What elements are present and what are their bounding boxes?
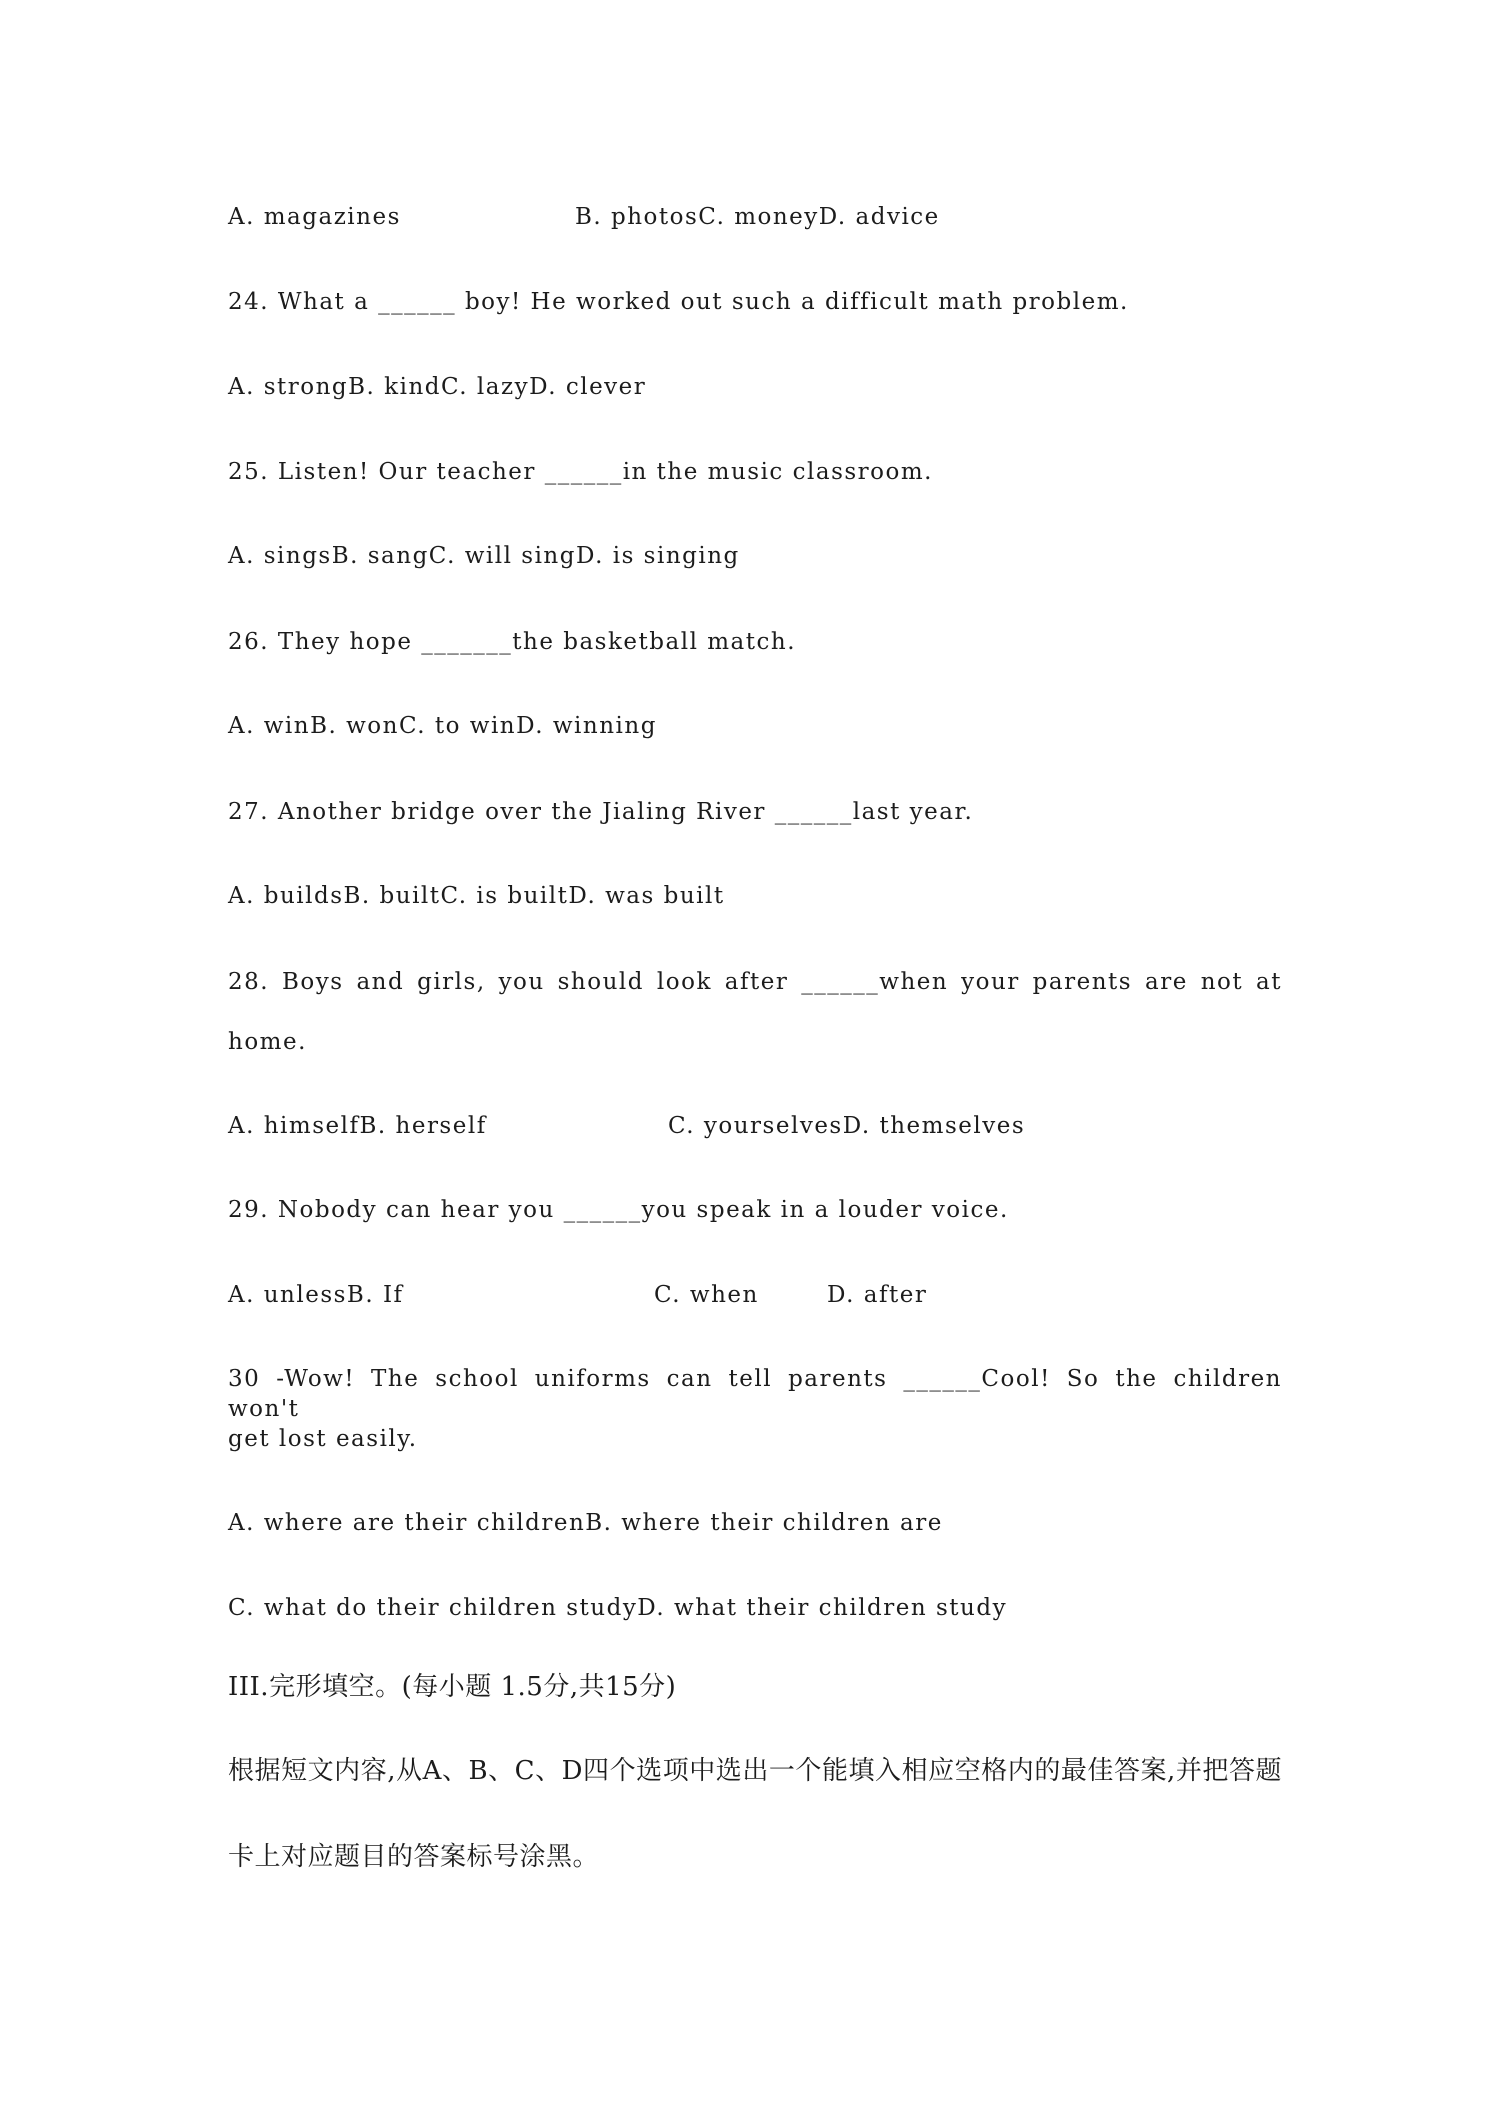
q26-options: A. winB. wonC. to winD. winning: [228, 713, 657, 739]
q29-stem: 29. Nobody can hear you ______you speak in a louder voice.: [228, 1197, 1009, 1223]
q27-stem: 27. Another bridge over the Jialing River ______last year.: [228, 799, 974, 825]
q24-stem: 24. What a ______ boy! He worked out such a difficult math problem.: [228, 289, 1129, 315]
q28-options-ab: A. himselfB. herself: [228, 1113, 487, 1139]
section3-instruction-line1: 根据短文内容,从A、B、C、D四个选项中选出一个能填入相应空格内的最佳答案,并把答题: [228, 1756, 1282, 1786]
q27-options: A. buildsB. builtC. is builtD. was built: [228, 883, 725, 909]
q29-options-ab: A. unlessB. If: [228, 1282, 404, 1308]
section3-heading: III.完形填空。(每小题 1.5分,共15分): [228, 1672, 677, 1702]
q28-stem-line2: home.: [228, 1029, 307, 1055]
q28-options-cd: C. yourselvesD. themselves: [668, 1113, 1026, 1139]
q23-options-bcd: B. photosC. moneyD. advice: [575, 204, 940, 230]
q25-options: A. singsB. sangC. will singD. is singing: [228, 543, 740, 569]
q24-options: A. strongB. kindC. lazyD. clever: [228, 374, 647, 400]
q25-stem: 25. Listen! Our teacher ______in the music classroom.: [228, 459, 933, 485]
q30-stem-line2: get lost easily.: [228, 1426, 418, 1452]
q29-option-c: C. when: [654, 1282, 759, 1308]
q28-stem-line1: 28. Boys and girls, you should look after ______when your parents are not at: [228, 969, 1282, 995]
q30-stem-line1: 30 -Wow! The school uniforms can tell parents ______Cool! So the children won't: [228, 1366, 1282, 1422]
q26-stem: 26. They hope _______the basketball match.: [228, 629, 797, 655]
q23-option-a: A. magazines: [228, 204, 401, 230]
q30-options-ab: A. where are their childrenB. where their children are: [228, 1510, 943, 1536]
section3-instruction-line2: 卡上对应题目的答案标号涂黑。: [228, 1842, 600, 1872]
q29-option-d: D. after: [827, 1282, 928, 1308]
q30-options-cd: C. what do their children studyD. what their children study: [228, 1595, 1008, 1621]
